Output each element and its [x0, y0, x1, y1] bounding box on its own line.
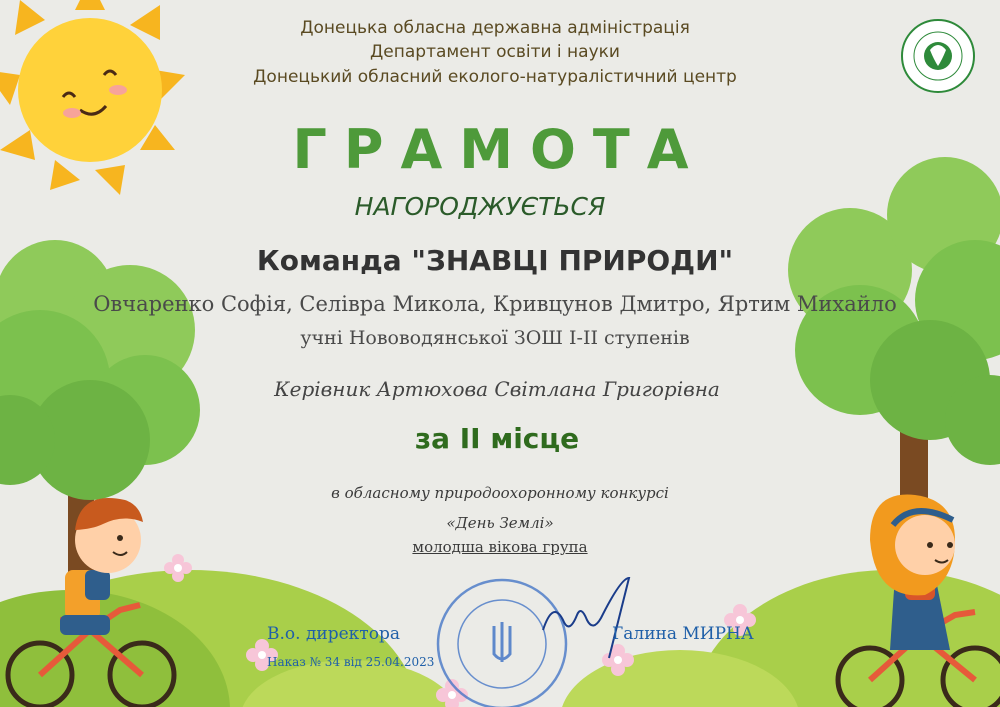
team-leader: Керівник Артюхова Світлана Григорівна — [274, 377, 720, 401]
award-place: за ІІ місце — [414, 422, 580, 455]
org-line-2: Департамент освіти і науки — [370, 42, 620, 62]
team-name: Команда "ЗНАВЦІ ПРИРОДИ" — [256, 244, 734, 277]
team-members: Овчаренко Софія, Селівра Микола, Кривцунов Дмитро, Яртим Михайло — [93, 292, 897, 316]
director-position: В.о. директора — [267, 624, 400, 644]
org-line-3: Донецький обласний еколого-натуралістичний центр — [253, 67, 737, 87]
contest-description — [0, 478, 1000, 538]
age-group — [0, 538, 1000, 556]
contest-name: «День Землі» — [446, 514, 554, 532]
certificate-title: ГРАМОТА — [292, 118, 706, 181]
contest-line-1: в обласному природоохоронному конкурсі — [331, 484, 669, 502]
awarded-label: НАГОРОДЖУЄТЬСЯ — [354, 192, 606, 221]
school-name: учні Нововодянської ЗОШ І-ІІ ступенів — [300, 327, 690, 349]
org-line-1: Донецька обласна державна адміністрація — [300, 18, 690, 38]
eco-center-emblem-icon — [900, 18, 976, 94]
age-group-label: молодша вікова група — [412, 538, 588, 556]
director-name: Галина МИРНА — [612, 624, 754, 644]
director-signature-icon — [533, 575, 643, 665]
order-number: Наказ № 34 від 25.04.2023 — [267, 655, 435, 669]
